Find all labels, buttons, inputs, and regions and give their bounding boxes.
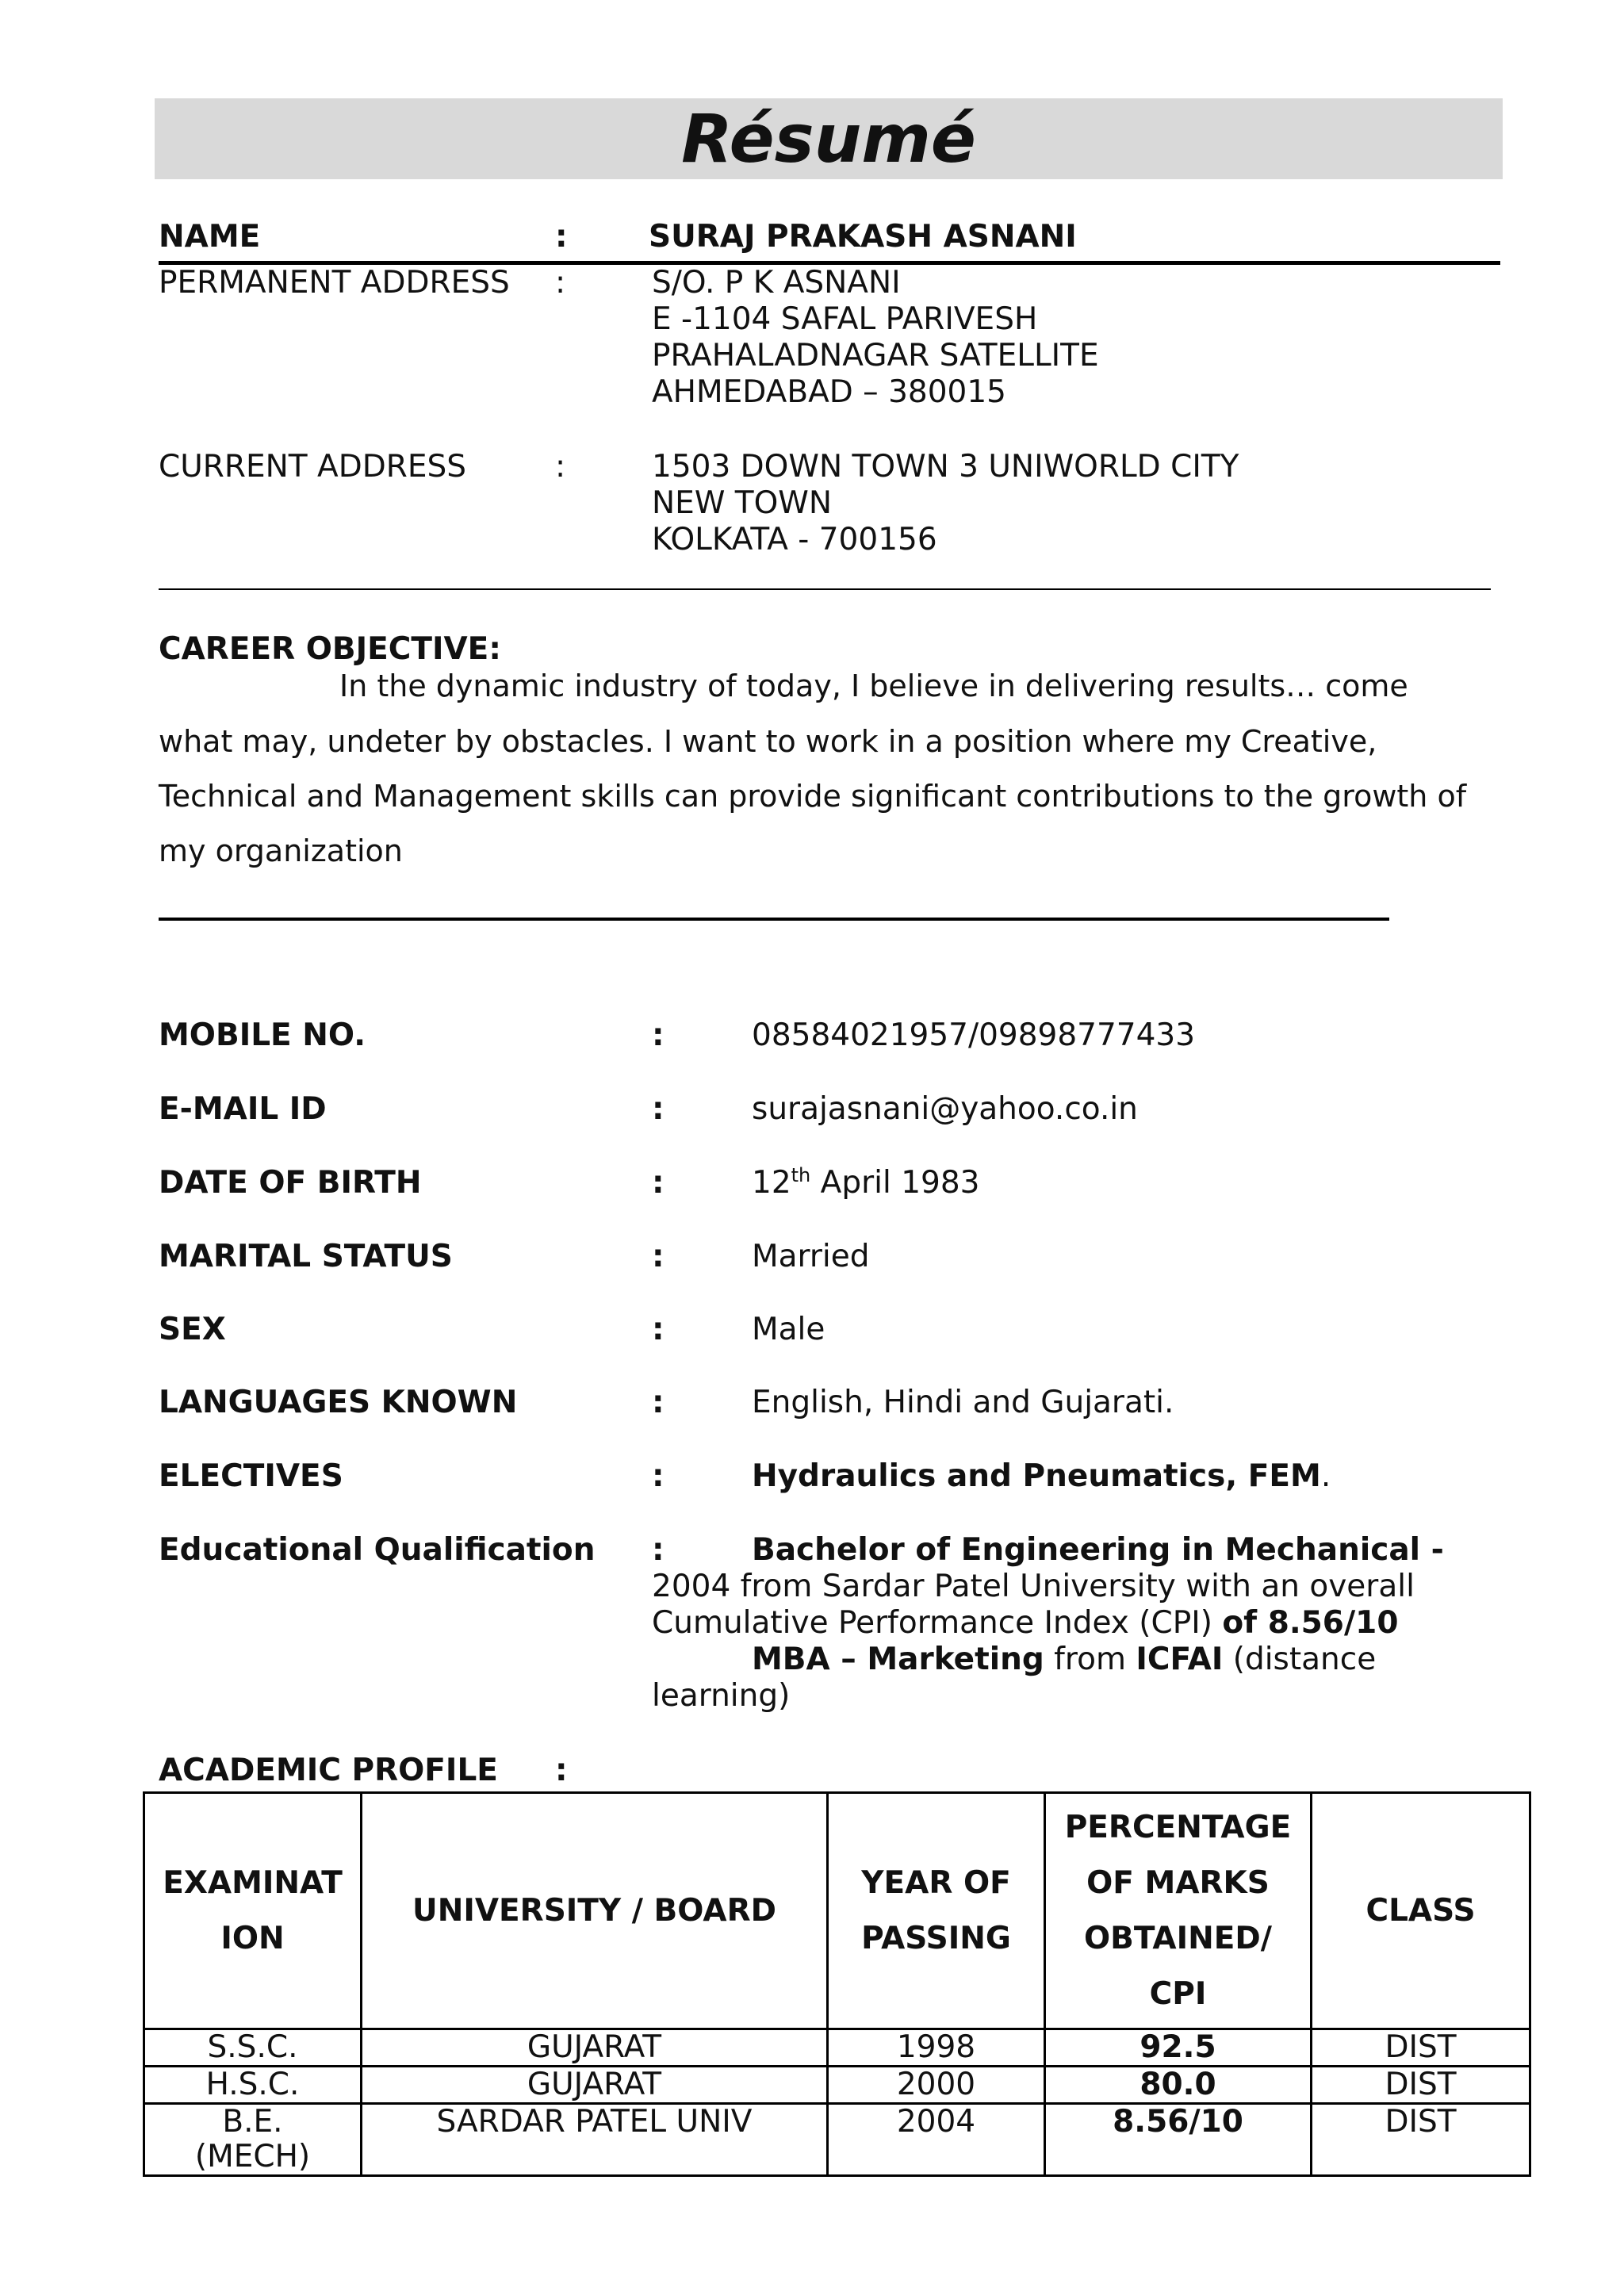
- education-colon: :: [652, 1532, 665, 1568]
- education-be-cpi: [652, 1605, 1398, 1642]
- name-colon: :: [555, 219, 568, 255]
- dob-month-year: April 1983: [810, 1165, 980, 1201]
- cell-board: SARDAR PATEL UNIV: [362, 2104, 828, 2176]
- dob-day-suffix: th: [791, 1164, 811, 1186]
- table-row: [144, 2104, 1530, 2176]
- education-be-line: 2004 from Sardar Patel University with an overall: [652, 1569, 1415, 1604]
- marital-status-colon: :: [652, 1239, 665, 1274]
- permanent-address-line: AHMEDABAD – 380015: [652, 374, 1006, 410]
- sex-label: SEX: [159, 1312, 226, 1347]
- email-label: E-MAIL ID: [159, 1091, 327, 1127]
- permanent-address-line: PRAHALADNAGAR SATELLITE: [652, 338, 1099, 374]
- education-mba-degree: MBA – Marketing: [752, 1642, 1044, 1677]
- academic-profile-table: [143, 1791, 1531, 2177]
- address-divider: [159, 588, 1491, 590]
- column-header-examination: EXAMINAT ION: [144, 1793, 362, 2029]
- cell-year: 1998: [828, 2029, 1045, 2067]
- education-label: Educational Qualification: [159, 1532, 596, 1568]
- cell-marks: 92.5: [1045, 2029, 1312, 2067]
- cell-board: GUJARAT: [362, 2029, 828, 2067]
- permanent-address-colon: :: [555, 265, 566, 301]
- career-objective-heading: CAREER OBJECTIVE:: [159, 631, 501, 667]
- dob-label: DATE OF BIRTH: [159, 1165, 422, 1201]
- education-mba: [752, 1642, 1376, 1678]
- electives-period: .: [1320, 1458, 1331, 1494]
- sex-value: Male: [752, 1312, 825, 1347]
- sex-colon: :: [652, 1312, 665, 1347]
- mobile-colon: :: [652, 1017, 665, 1053]
- education-mba-mode: (distance: [1223, 1642, 1377, 1677]
- cell-class: DIST: [1312, 2067, 1530, 2104]
- dob-colon: :: [652, 1165, 665, 1201]
- cell-exam: B.E. (MECH): [144, 2104, 362, 2176]
- current-address-line: KOLKATA - 700156: [652, 522, 937, 557]
- column-header-percentage: PERCENTAGE OF MARKS OBTAINED/ CPI: [1045, 1793, 1312, 2029]
- cell-year: 2004: [828, 2104, 1045, 2176]
- table-row: [144, 2029, 1530, 2067]
- electives-subjects: Hydraulics and Pneumatics, FEM: [752, 1458, 1321, 1494]
- education-degree-be: Bachelor of Engineering in Mechanical -: [752, 1532, 1444, 1568]
- electives-value: [752, 1458, 1331, 1495]
- name-value: SURAJ PRAKASH ASNANI: [649, 219, 1077, 255]
- cell-exam: S.S.C.: [144, 2029, 362, 2067]
- cell-marks: 8.56/10: [1045, 2104, 1312, 2176]
- current-address-colon: :: [555, 449, 566, 485]
- permanent-address-label: PERMANENT ADDRESS: [159, 265, 510, 301]
- cell-board: GUJARAT: [362, 2067, 828, 2104]
- cell-year: 2000: [828, 2067, 1045, 2104]
- marital-status-value: Married: [752, 1239, 870, 1274]
- mobile-label: MOBILE NO.: [159, 1017, 366, 1053]
- languages-value: English, Hindi and Gujarati.: [752, 1385, 1174, 1420]
- electives-label: ELECTIVES: [159, 1458, 343, 1494]
- career-objective-line: my organization: [159, 833, 403, 868]
- career-objective-line: Technical and Management skills can provide significant contributions to the growth of: [159, 779, 1467, 814]
- marital-status-label: MARITAL STATUS: [159, 1239, 453, 1274]
- objective-divider: [159, 918, 1389, 921]
- column-header-university: UNIVERSITY / BOARD: [362, 1793, 828, 2029]
- column-header-class: CLASS: [1312, 1793, 1530, 2029]
- cell-class: DIST: [1312, 2104, 1530, 2176]
- current-address-line: NEW TOWN: [652, 485, 833, 521]
- current-address-line: 1503 DOWN TOWN 3 UNIWORLD CITY: [652, 449, 1239, 485]
- table-header-row: [144, 1793, 1530, 2029]
- page-title: Résumé: [155, 98, 1503, 179]
- dob-value: [752, 1165, 979, 1201]
- career-objective-line: what may, undeter by obstacles. I want to work in a position where my Creative,: [159, 724, 1377, 759]
- cell-exam: H.S.C.: [144, 2067, 362, 2104]
- column-header-year: YEAR OF PASSING: [828, 1793, 1045, 2029]
- mobile-value: 08584021957/09898777433: [752, 1017, 1196, 1053]
- academic-profile-heading: ACADEMIC PROFILE: [159, 1753, 498, 1788]
- academic-profile-colon: :: [555, 1753, 568, 1788]
- education-mba-institute: ICFAI: [1136, 1642, 1224, 1677]
- languages-label: LANGUAGES KNOWN: [159, 1385, 518, 1420]
- permanent-address-line: E -1104 SAFAL PARIVESH: [652, 301, 1038, 337]
- cell-marks: 80.0: [1045, 2067, 1312, 2104]
- email-value: surajasnani@yahoo.co.in: [752, 1091, 1138, 1127]
- electives-colon: :: [652, 1458, 665, 1494]
- career-objective-line: In the dynamic industry of today, I believe in delivering results… come: [339, 669, 1408, 703]
- cell-class: DIST: [1312, 2029, 1530, 2067]
- permanent-address-line: S/O. P K ASNANI: [652, 265, 901, 301]
- dob-day: 12: [752, 1165, 791, 1201]
- current-address-label: CURRENT ADDRESS: [159, 449, 467, 485]
- table-row: [144, 2067, 1530, 2104]
- education-mba-from: from: [1044, 1642, 1136, 1677]
- education-cpi-label: Cumulative Performance Index (CPI): [652, 1605, 1223, 1641]
- email-colon: :: [652, 1091, 665, 1127]
- languages-colon: :: [652, 1385, 665, 1420]
- education-cpi-value: of 8.56/10: [1222, 1605, 1399, 1641]
- education-mba-line: learning): [652, 1678, 791, 1714]
- name-label: NAME: [159, 219, 261, 255]
